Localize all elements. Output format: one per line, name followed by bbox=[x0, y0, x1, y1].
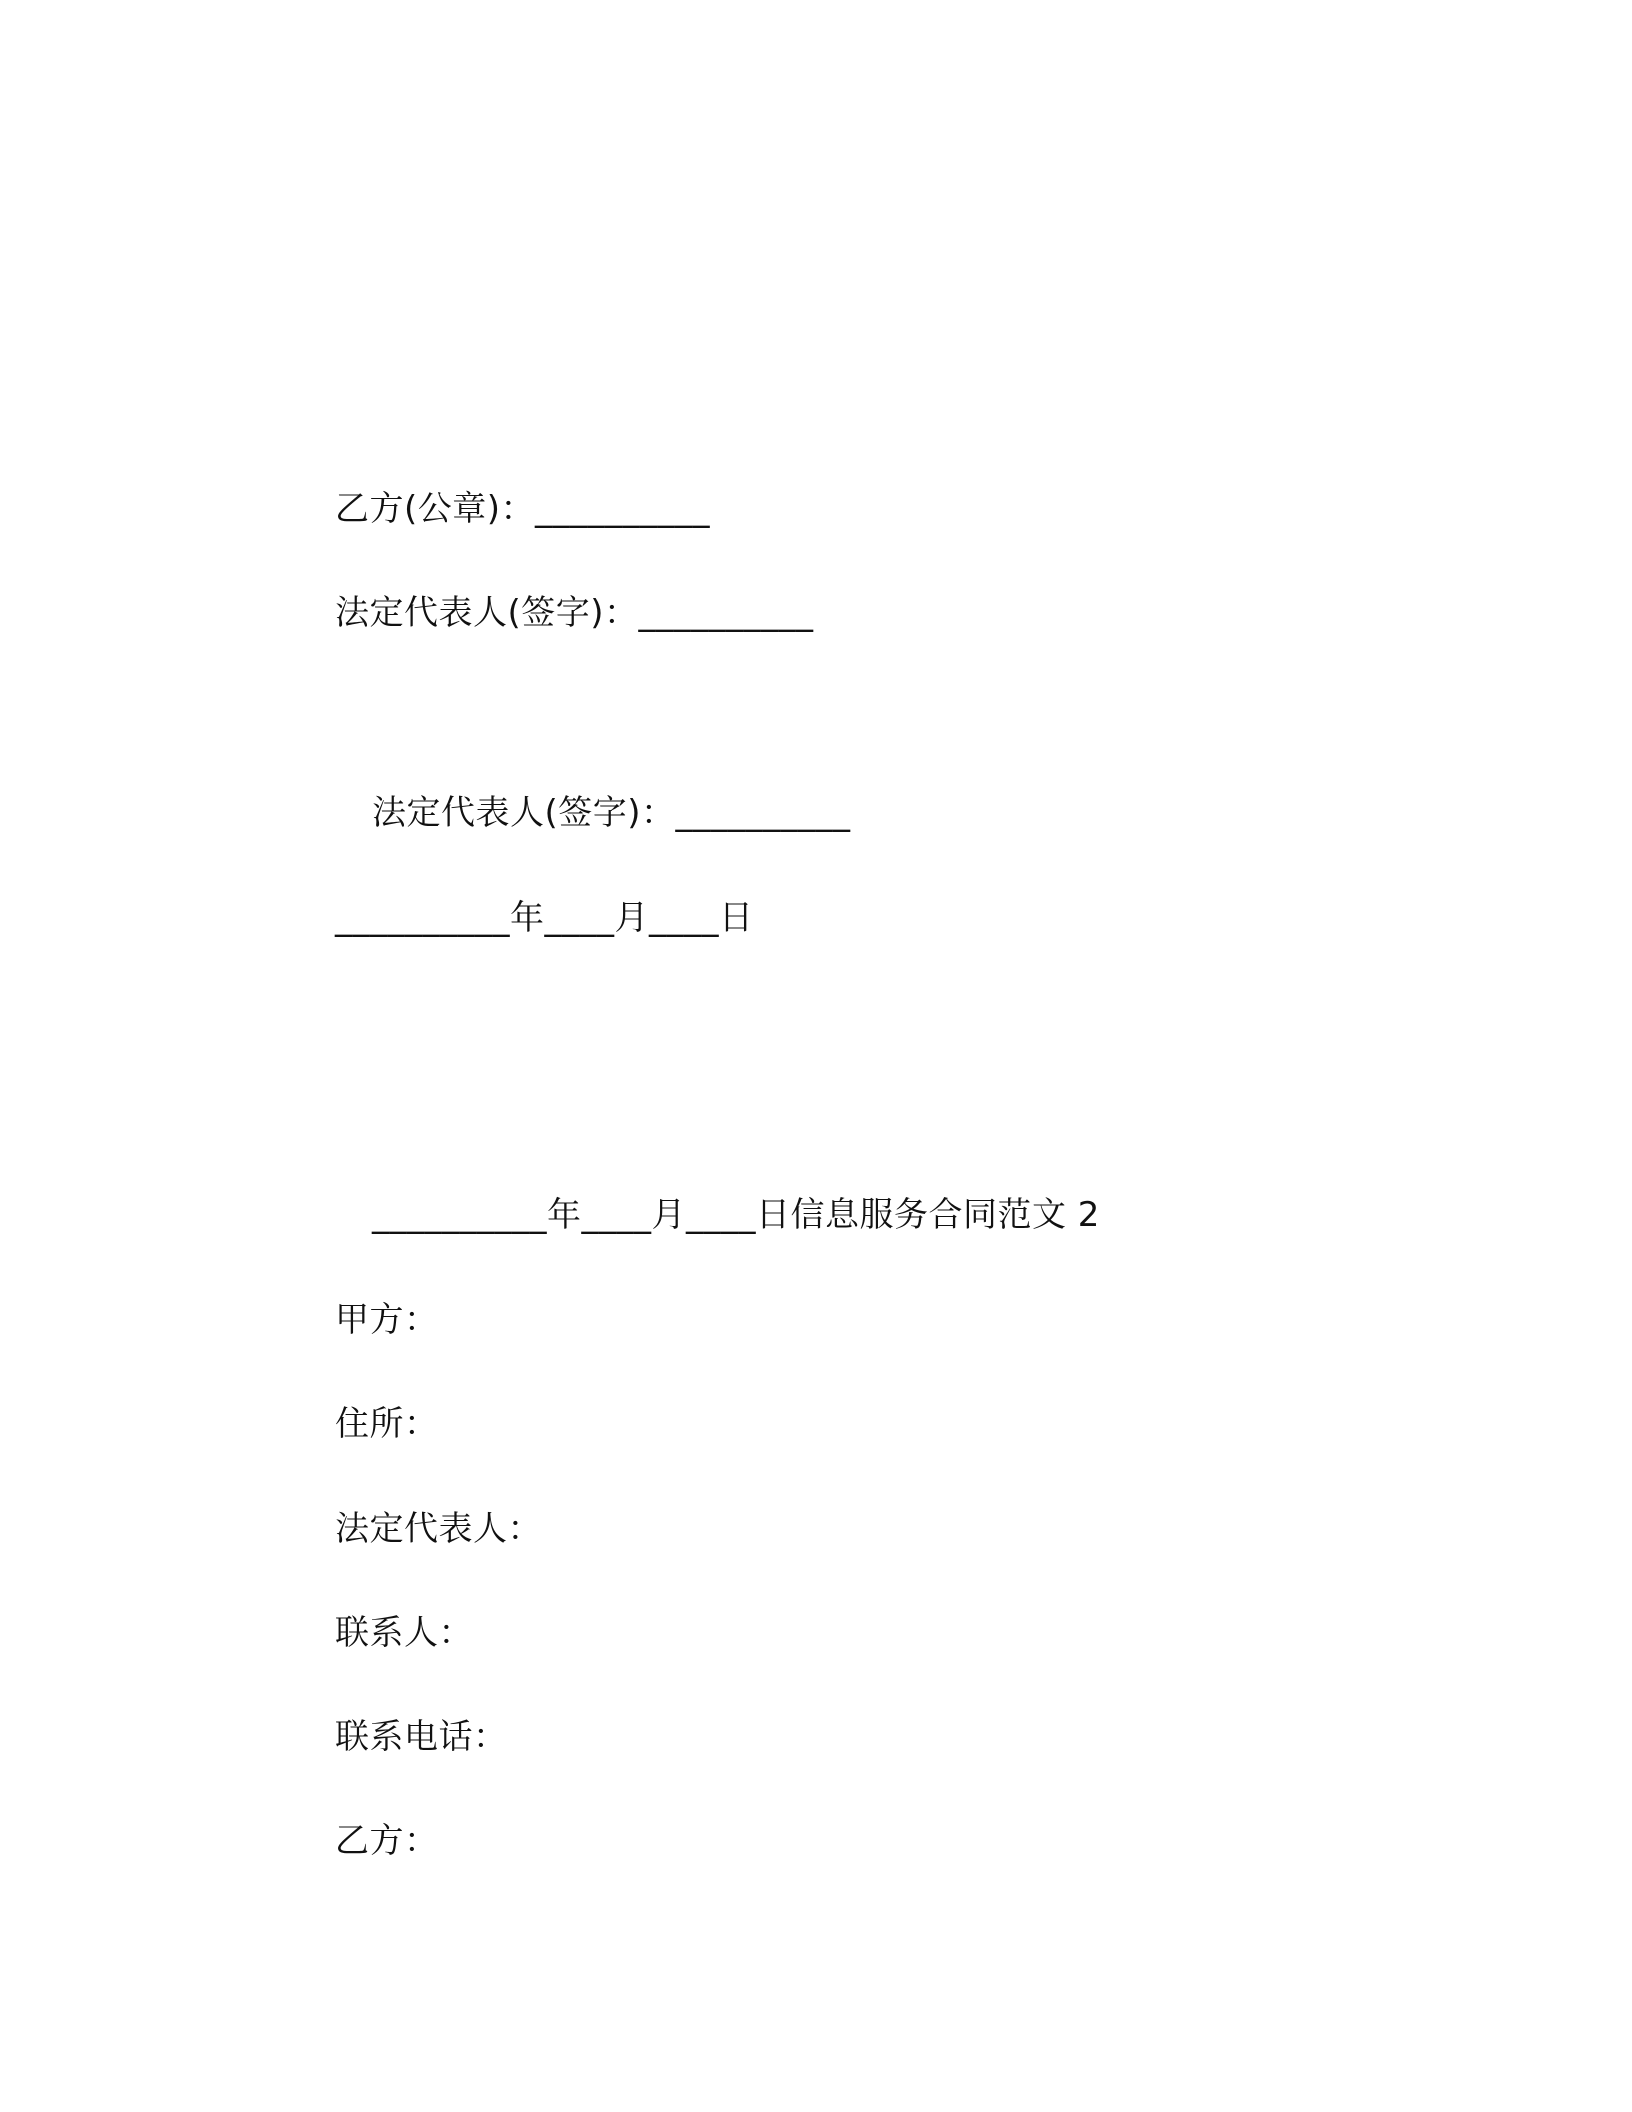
address-label: 住所： bbox=[335, 1404, 439, 1444]
legal-representative-signature-line: 法定代表人(签字)：__________ bbox=[335, 593, 814, 633]
contact-phone-label: 联系电话： bbox=[335, 1717, 508, 1757]
contact-person-label: 联系人： bbox=[335, 1613, 473, 1653]
party-b-label: 乙方： bbox=[335, 1821, 439, 1861]
legal-representative-label: 法定代表人： bbox=[335, 1509, 542, 1549]
legal-representative-signature-line-2: 法定代表人(签字)：__________ bbox=[372, 793, 851, 833]
date-line: __________年____月____日 bbox=[335, 898, 754, 938]
party-a-label: 甲方： bbox=[335, 1300, 439, 1340]
party-b-seal-line: 乙方(公章)：__________ bbox=[335, 489, 711, 529]
date-and-title-line: __________年____月____日信息服务合同范文 2 bbox=[372, 1195, 1100, 1235]
